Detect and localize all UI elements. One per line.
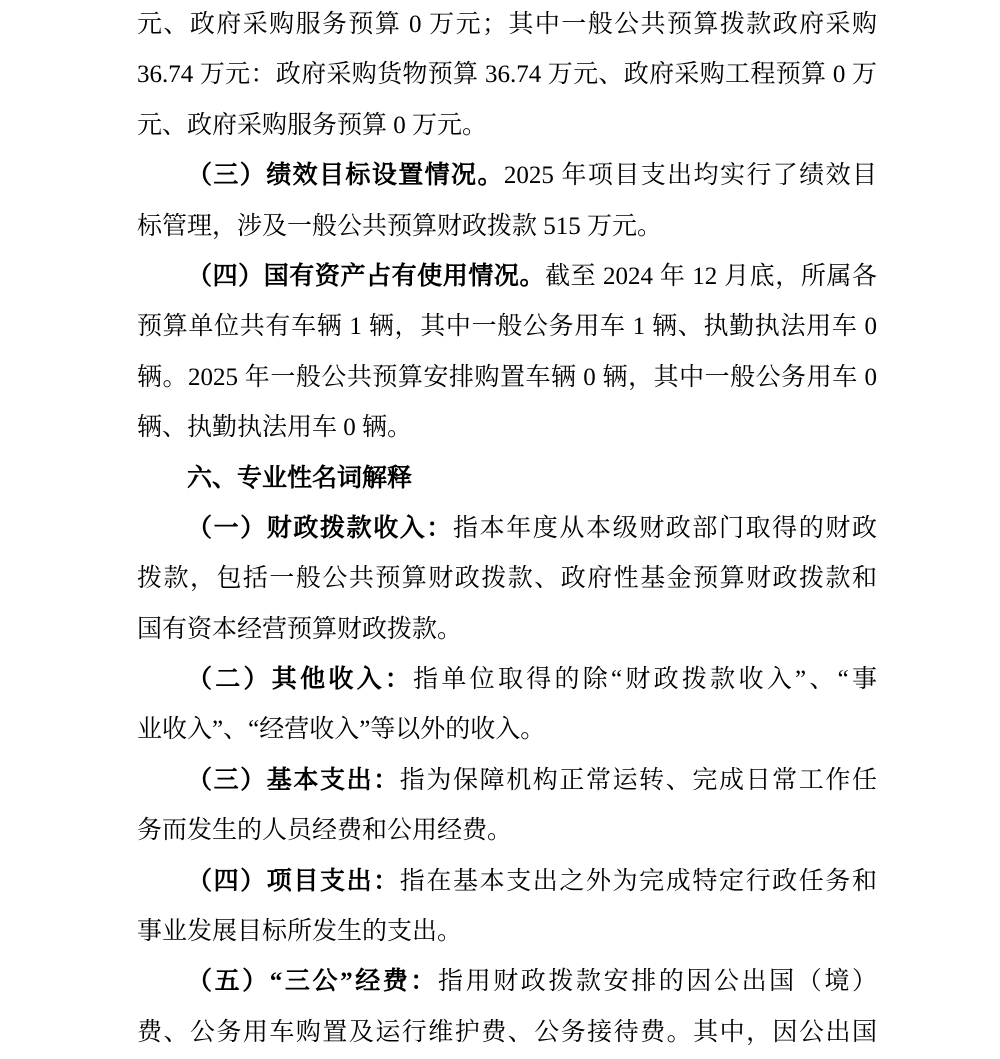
paragraph-lead: （四）国有资产占有使用情况。 — [187, 262, 546, 290]
text-line: 辆、执勤执法用车 0 辆。 — [137, 414, 413, 442]
document-body — [137, 0, 877, 1058]
text-line: 标管理，涉及一般公共预算财政拨款 515 万元。 — [137, 212, 663, 240]
term-lead: （二）其他收入： — [187, 666, 414, 694]
term-lead: （五）“三公”经费： — [187, 968, 438, 996]
text-line: 36.74 万元：政府采购货物预算 36.74 万元、政府采购工程预算 0 万 — [137, 61, 877, 89]
term-three-public-expenses-line — [137, 957, 877, 1007]
term-project-expenditure-line — [137, 857, 877, 907]
term-text: 指本年度从本级财政部门取得的财政 — [453, 514, 877, 542]
text-line: 元、政府采购服务预算 0 万元；其中一般公共预算拨款政府采购 — [137, 11, 877, 38]
term-other-income-line — [137, 655, 877, 705]
performance-goals-paragraph-line — [137, 151, 877, 201]
section-heading: 六、专业性名词解释 — [187, 464, 413, 492]
state-assets-paragraph-line — [137, 252, 877, 302]
paragraph-text: 截至 2024 年 12 月底，所属各 — [545, 262, 877, 290]
paragraph-text: 2025 年项目支出均实行了绩效目 — [503, 162, 877, 190]
text-line: 拨款，包括一般公共预算财政拨款、政府性基金预算财政拨款和 — [137, 565, 877, 593]
text-line: 业收入”、“经营收入”等以外的收入。 — [137, 716, 546, 744]
paragraph-lead: （三）绩效目标设置情况。 — [187, 162, 504, 190]
term-lead: （四）项目支出： — [187, 867, 400, 895]
text-line: 事业发展目标所发生的支出。 — [137, 918, 463, 946]
term-text: 指在基本支出之外为完成特定行政任务和 — [399, 867, 877, 895]
text-line: 国有资本经营预算财政拨款。 — [137, 615, 463, 643]
text-line: 元、政府采购服务预算 0 万元。 — [137, 111, 488, 139]
term-text: 指为保障机构正常运转、完成日常工作任 — [399, 766, 877, 794]
term-fiscal-appropriation-line — [137, 504, 877, 554]
term-basic-expenditure-line — [137, 756, 877, 806]
term-text: 指用财政拨款安排的因公出国（境） — [438, 968, 877, 996]
term-lead: （三）基本支出： — [187, 766, 400, 794]
text-line: 预算单位共有车辆 1 辆，其中一般公务用车 1 辆、执勤执法用车 0 — [137, 313, 877, 341]
text-line: 费、公务用车购置及运行维护费、公务接待费。其中，因公出国 — [137, 1018, 877, 1046]
text-line: 辆。2025 年一般公共预算安排购置车辆 0 辆，其中一般公务用车 0 — [137, 363, 877, 391]
text-line: 务而发生的人员经费和公用经费。 — [137, 817, 513, 845]
term-lead: （一）财政拨款收入： — [187, 514, 453, 542]
term-text: 指单位取得的除“财政拨款收入”、“事 — [413, 666, 877, 694]
